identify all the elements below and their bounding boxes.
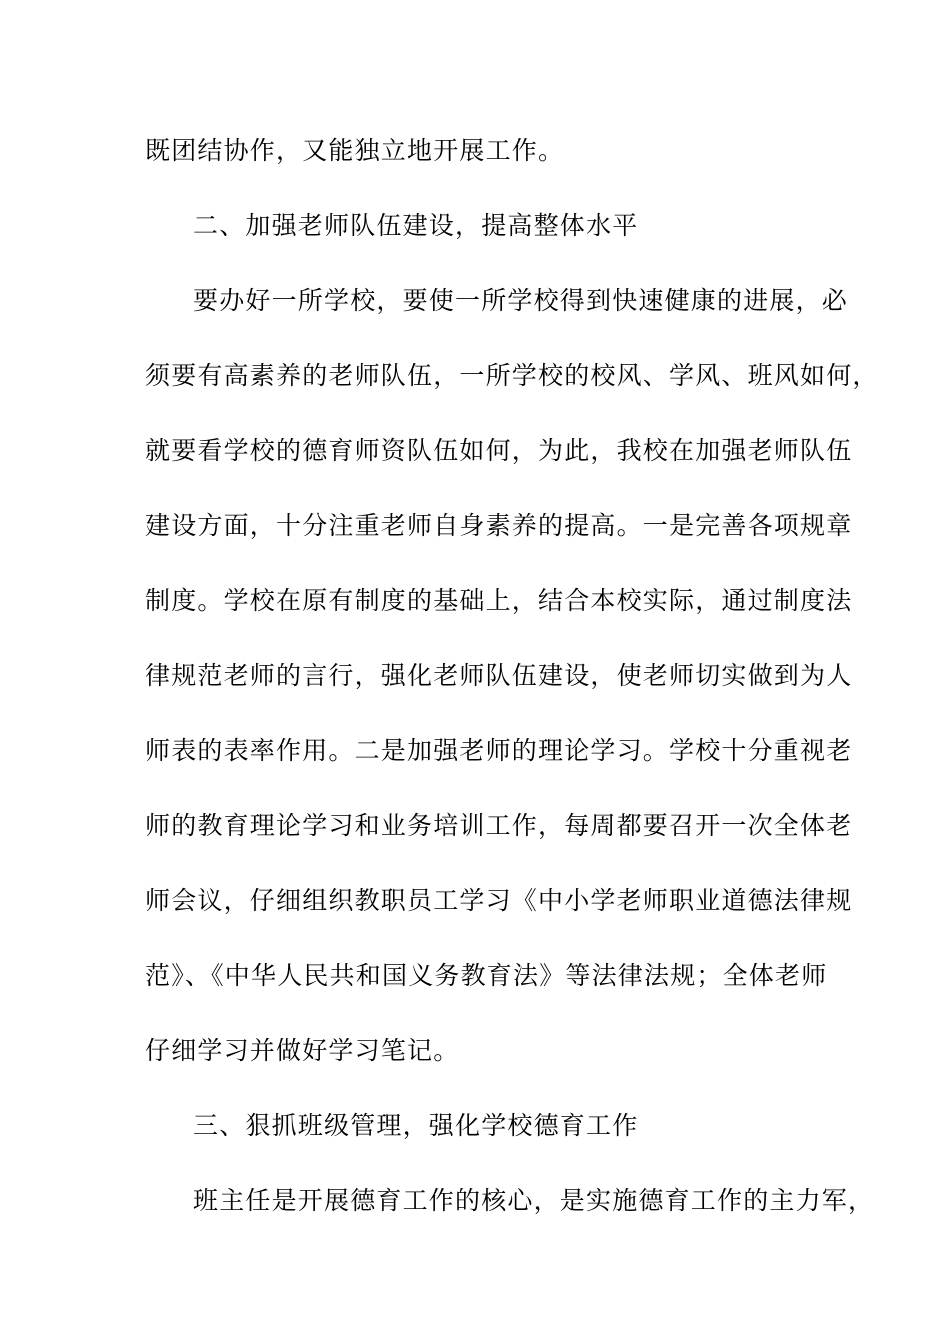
section-heading: 二、加强老师队伍建设，提高整体水平 bbox=[193, 211, 639, 240]
text-line: 律规范老师的言行，强化老师队伍建设，使老师切实做到为人 bbox=[145, 661, 853, 690]
text-line: 要办好一所学校，要使一所学校得到快速健康的进展，必 bbox=[193, 286, 849, 315]
section-heading: 三、狠抓班级管理，强化学校德育工作 bbox=[193, 1111, 639, 1140]
text-line: 师的教育理论学习和业务培训工作，每周都要召开一次全体老 bbox=[145, 811, 853, 840]
text-line: 师表的表率作用。二是加强老师的理论学习。学校十分重视老 bbox=[145, 736, 853, 765]
text-line: 仔细学习并做好学习笔记。 bbox=[145, 1036, 460, 1065]
text-line: 建设方面，十分注重老师自身素养的提高。一是完善各项规章 bbox=[145, 511, 853, 540]
text-line: 既团结协作，又能独立地开展工作。 bbox=[145, 136, 565, 165]
text-line: 师会议，仔细组织教职员工学习《中小学老师职业道德法律规 bbox=[145, 886, 853, 915]
text-line: 就要看学校的德育师资队伍如何，为此，我校在加强老师队伍 bbox=[145, 436, 853, 465]
text-line: 须要有高素养的老师队伍，一所学校的校风、学风、班风如何， bbox=[145, 361, 879, 390]
text-line: 制度。学校在原有制度的基础上，结合本校实际，通过制度法 bbox=[145, 586, 853, 615]
text-line: 班主任是开展德育工作的核心，是实施德育工作的主力军， bbox=[193, 1186, 875, 1215]
text-line: 范》、《中华人民共和国义务教育法》等法律法规；全体老师 bbox=[145, 961, 828, 990]
